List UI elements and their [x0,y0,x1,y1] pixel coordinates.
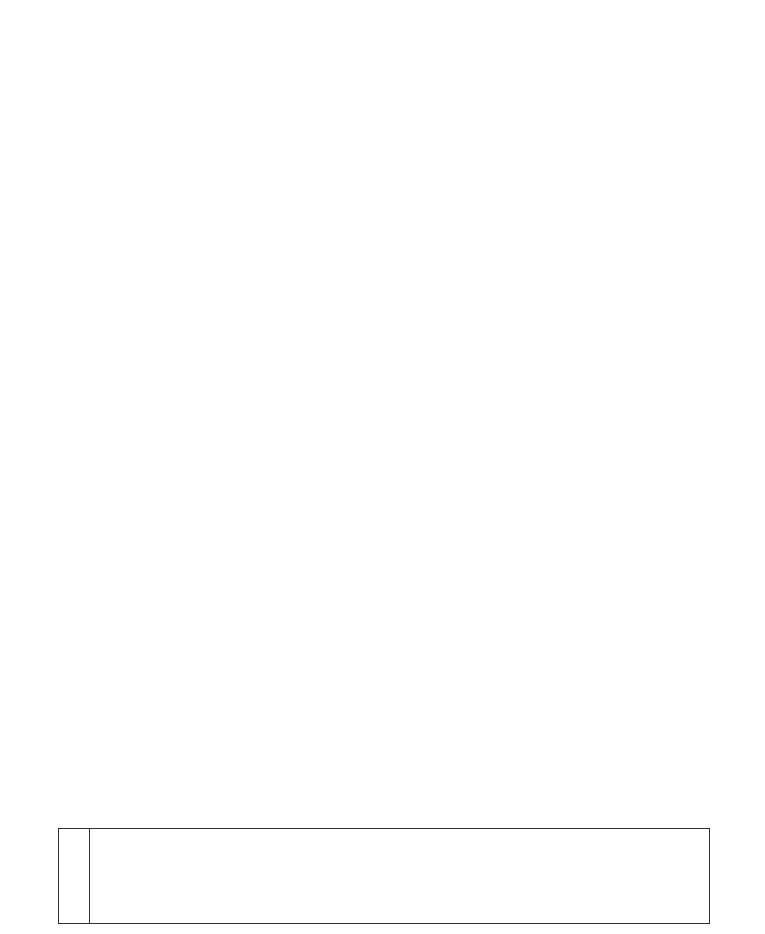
references-list [90,829,114,923]
references-label [59,829,90,923]
references-box [58,828,710,924]
